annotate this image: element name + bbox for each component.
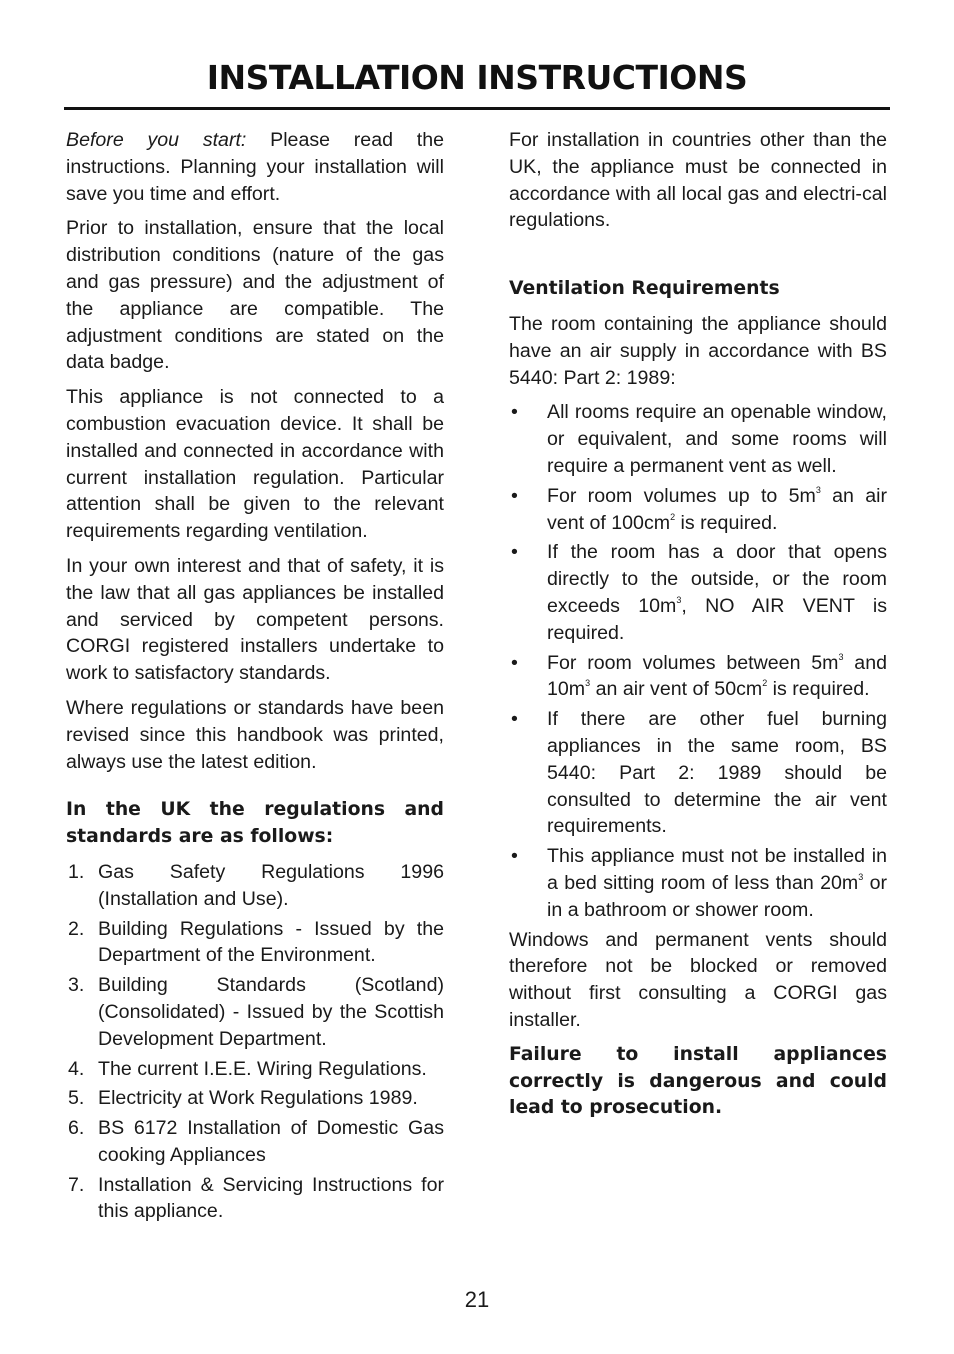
list-item: • If the room has a door that opens directly to the outside, or the room exceeds $10m^3$, NO AIR VENT is required.: [511, 541, 887, 644]
list-item: • For room volumes up to $5m^3$ an air vent of $100cm^2$ is required.: [511, 484, 887, 534]
paragraph-safety-law: In your own interest and that of safety, it is the law that all gas appliances be installed and serviced by competent persons. CORGI registered installers undertake to work to satisfactory standards.: [66, 554, 444, 685]
list-item: 6. BS 6172 Installation of Domestic Gas cooking Appliances: [68, 1117, 444, 1166]
ventilation-intro: The room containing the appliance should have an air supply in accordance with BS 5440: Part 2: 1989:: [509, 312, 887, 389]
intro-paragraph: [66, 127, 444, 207]
intro-lead: Before you start:: [66, 129, 247, 151]
uk-regulations-heading: In the UK the regulations and standards are as follows:: [66, 799, 444, 848]
list-item: 7. Installation & Servicing Instructions for this appliance.: [68, 1173, 444, 1223]
regulations-list: [66, 859, 444, 1225]
list-item: 2. Building Regulations - Issued by the Department of the Environment.: [68, 917, 444, 967]
paragraph-other-countries: For installation in countries other than the UK, the appliance must be connected in accordance with all local gas and electri-cal regulations.: [509, 129, 887, 232]
intro-rest: Please read the instructions. Planning your installation will save you time and effort.: [66, 129, 444, 205]
left-column: [66, 127, 444, 1228]
paragraph-combustion: This appliance is not connected to a combustion evacuation device. It shall be installed and connected in accordance with current installation regulation. Particular attention shall be given to the relevant requirements regarding ventilation.: [66, 386, 444, 543]
warning-text: Failure to install appliances correctly is dangerous and could lead to prosecution.: [509, 1043, 887, 1119]
right-column: [509, 127, 887, 1130]
paragraph-latest-edition: Where regulations or standards have been revised since this handbook was printed, always use the latest edition.: [66, 696, 444, 773]
list-item: • This appliance must not be installed in a bed sitting room of less than $20m^3$ or in a bathroom or shower room.: [511, 845, 887, 921]
ventilation-list: [509, 399, 887, 923]
page-number: 21: [464, 1287, 490, 1312]
list-item: • All rooms require an openable window, or equivalent, and some rooms will require a permanent vent as well.: [511, 401, 887, 477]
title-divider: [64, 107, 890, 110]
paragraph-compatibility: Prior to installation, ensure that the local distribution conditions (nature of the gas and gas pressure) and the adjustment of the appliance are compatible. The adjustment conditions are stated on the data badge.: [66, 217, 444, 374]
list-item: 3. Building Standards (Scotland) (Consolidated) - Issued by the Scottish Development Department.: [68, 974, 444, 1050]
page-title: INSTALLATION INSTRUCTIONS: [206, 58, 748, 97]
list-item: 5. Electricity at Work Regulations 1989.: [68, 1087, 418, 1110]
list-item: 4. The current I.E.E. Wiring Regulations.: [68, 1057, 427, 1080]
list-item: • If there are other fuel burning appliances in the same room, BS 5440: Part 2: 1989 should be consulted to determine the air vent requirements.: [511, 708, 887, 838]
list-item: 1. Gas Safety Regulations 1996 (Installation and Use).: [68, 860, 444, 910]
paragraph-windows-vents: Windows and permanent vents should therefore not be blocked or removed without first consulting a CORGI gas installer.: [509, 928, 887, 1031]
list-item: • For room volumes between $5m^3$ and $10m^3$ an air vent of $50cm^2$ is required.: [511, 651, 887, 701]
ventilation-heading: Ventilation Requirements: [509, 278, 780, 300]
